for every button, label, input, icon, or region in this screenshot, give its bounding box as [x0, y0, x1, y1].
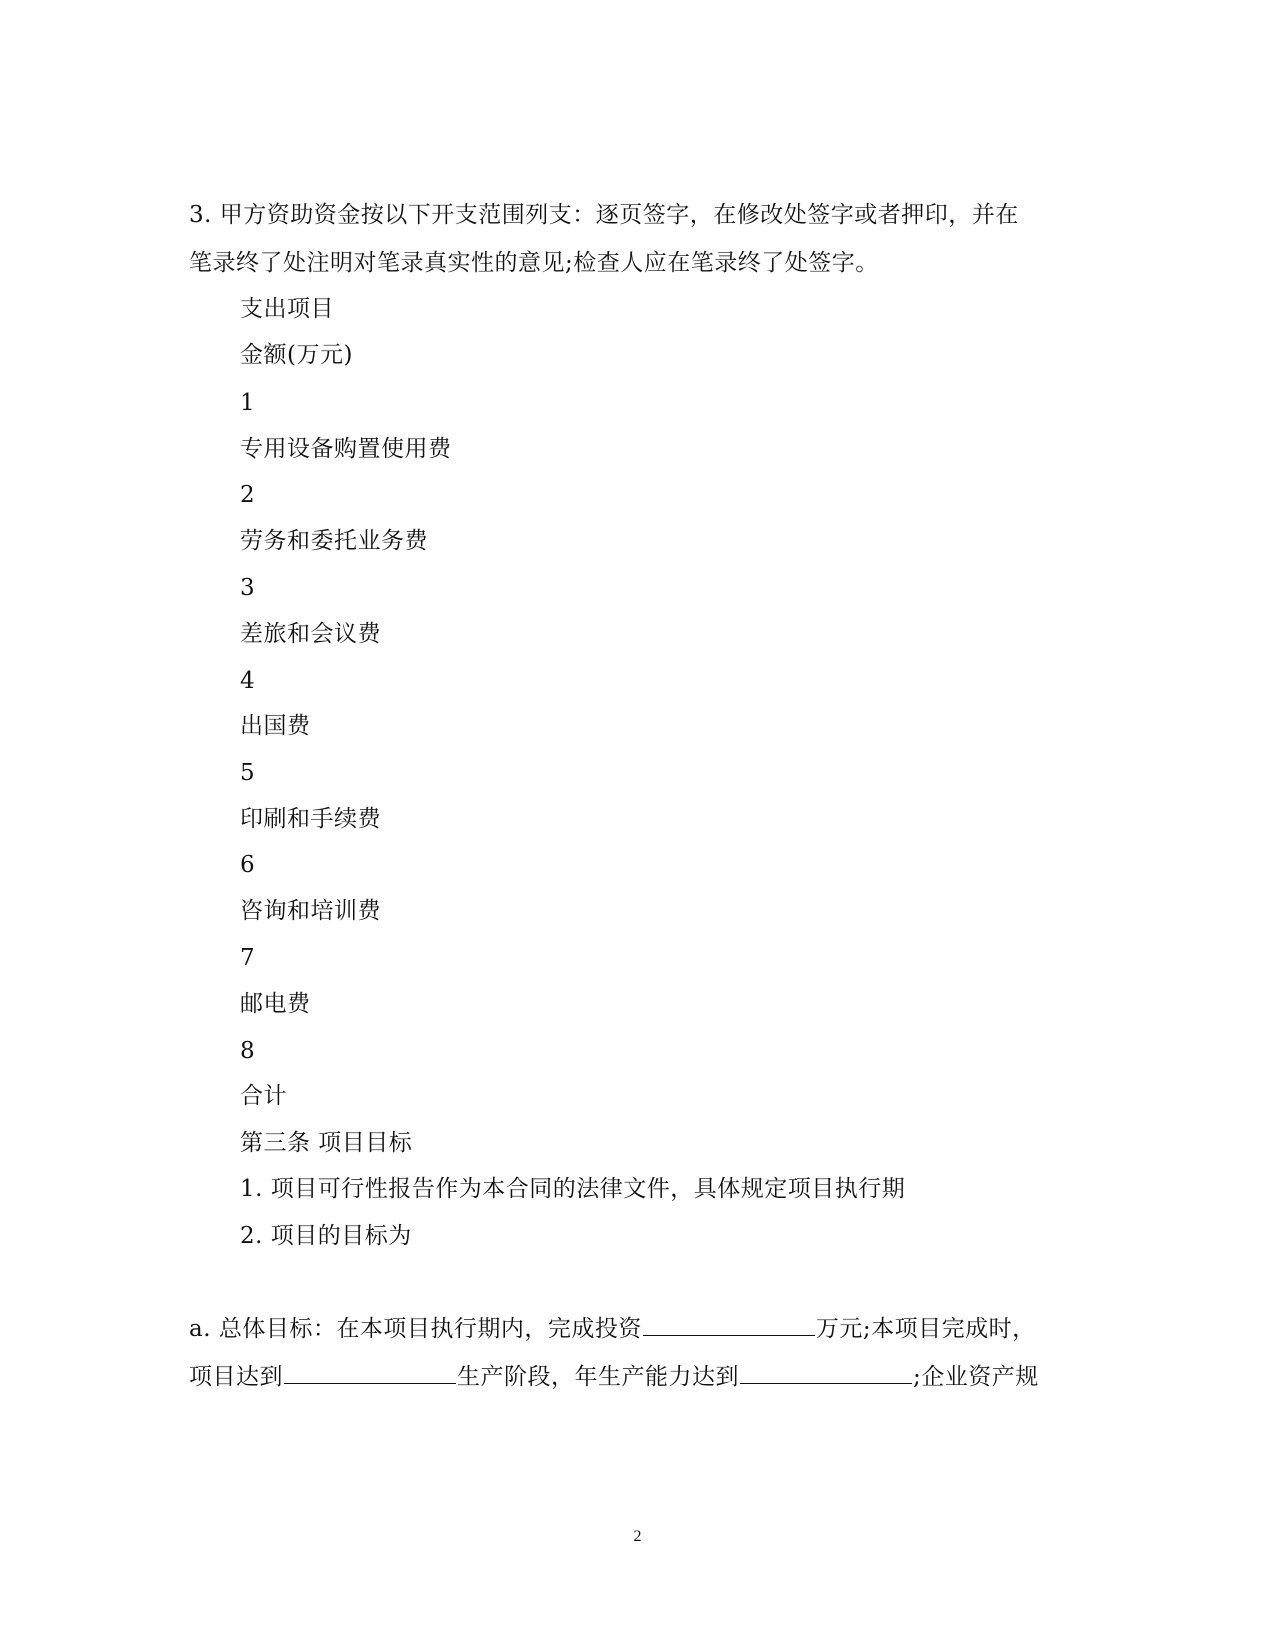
goal-a-line-1: [189, 1314, 1036, 1344]
table-row-label: 差旅和会议费: [240, 621, 381, 647]
table-row-label: 专用设备购置使用费: [240, 436, 452, 462]
goal-a-text: 项目达到: [189, 1364, 283, 1390]
goal-a-line-2: [189, 1362, 1039, 1392]
table-row-label: 邮电费: [240, 991, 311, 1017]
table-row-number: 5: [240, 760, 256, 786]
table-row-label: 咨询和培训费: [240, 898, 381, 924]
table-header-item: 支出项目: [240, 296, 334, 322]
table-row-label: 合计: [240, 1083, 287, 1109]
table-header-amount: 金额(万元): [240, 342, 353, 368]
fill-in-blank: [643, 1315, 815, 1336]
fill-in-blank: [284, 1363, 456, 1384]
article-3-item-1: 1. 项目可行性报告作为本合同的法律文件，具体规定项目执行期: [240, 1176, 906, 1202]
article-3-item-2: 2. 项目的目标为: [240, 1223, 412, 1249]
goal-a-text: a. 总体目标：在本项目执行期内，完成投资: [189, 1316, 642, 1342]
page-number: 2: [633, 1528, 642, 1545]
table-row-number: 2: [240, 482, 256, 508]
table-row-label: 出国费: [240, 713, 311, 739]
table-row-number: 4: [240, 668, 256, 694]
fill-in-blank: [740, 1363, 912, 1384]
table-row-number: 3: [240, 575, 256, 601]
table-row-number: 8: [240, 1038, 256, 1064]
table-row-number: 6: [240, 852, 256, 878]
table-row-number: 7: [240, 945, 256, 971]
table-row-label: 劳务和委托业务费: [240, 528, 428, 554]
goal-a-text: ;企业资产规: [913, 1364, 1039, 1390]
paragraph-3-line-2: 笔录终了处注明对笔录真实性的意见;检查人应在笔录终了处签字。: [189, 250, 879, 276]
table-row-label: 印刷和手续费: [240, 806, 381, 832]
article-3-heading: 第三条 项目目标: [240, 1130, 413, 1156]
paragraph-3-line-1: 3. 甲方资助资金按以下开支范围列支：逐页签字，在修改处签字或者押印，并在: [189, 202, 1019, 228]
goal-a-text: 万元;本项目完成时，: [815, 1316, 1036, 1342]
goal-a-text: 生产阶段，年生产能力达到: [457, 1364, 739, 1390]
table-row-number: 1: [240, 390, 256, 416]
